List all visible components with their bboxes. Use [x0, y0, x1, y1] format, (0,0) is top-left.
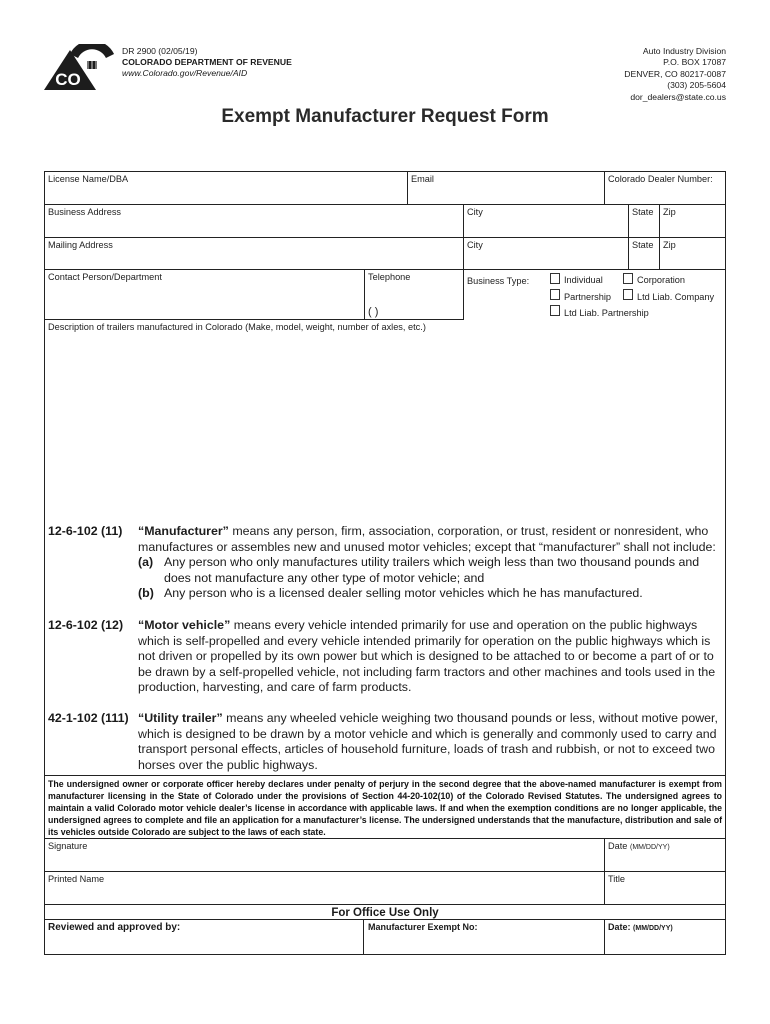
definition-text: means any person, firm, association, corporation, or trust, resident or nonresident, who manufactures or assembles new and unused motor vehicles; except that “manufacturer” shall not include:: [138, 524, 716, 554]
office-date-format: (MM/DD/YY): [633, 925, 673, 932]
office-date-field[interactable]: [608, 922, 673, 932]
divider: [604, 171, 605, 204]
divider: [44, 269, 726, 270]
item-label: (b): [138, 586, 154, 600]
header-right: [624, 46, 726, 103]
declaration-text: The undersigned owner or corporate officer hereby declares under penalty of perjury in the second degree that the above-named manufacturer is exempt from manufacturer licensing in the State of Colorado under the provisions of Section 44-20-102(10) of the Colorado Revised Statutes. The undersigned agrees to maintain a valid Colorado motor vehicle dealer’s license in accordance with applicable laws. If and when the exemption conditions are no longer applicable, the undersigned agrees to complete and file an application for a manufacturer’s license. The undersigned understands that the manufacture, distribution and sale of its vehicles outside Colorado are subject to the laws of each state.: [48, 779, 722, 837]
contact-person-field[interactable]: Contact Person/Department: [48, 272, 162, 282]
divider: [604, 919, 605, 955]
divider: [44, 871, 726, 872]
business-state-field[interactable]: State: [632, 207, 654, 217]
logo-arc-text: CDOR: [83, 53, 101, 59]
telephone-area-code: ( ): [368, 306, 379, 318]
reviewed-by-field[interactable]: Reviewed and approved by:: [48, 922, 181, 933]
form-number: DR 2900 (02/05/19): [122, 46, 198, 56]
item-text: Any person who only manufactures utility trailers which weigh less than two thousand pounds and does not manufacture any other type of motor vehicle; and: [164, 555, 700, 585]
partnership-checkbox[interactable]: [550, 289, 560, 300]
division-name: Auto Industry Division: [642, 46, 726, 56]
divider: [364, 269, 365, 320]
defined-term: “Manufacturer”: [138, 524, 229, 538]
item-text: Any person who is a licensed dealer selling motor vehicles which he has manufactured.: [164, 586, 643, 600]
partnership-label: Partnership: [564, 292, 611, 302]
divider: [44, 204, 726, 205]
divider: [659, 204, 660, 269]
section-number: 42-1-102 (111): [48, 711, 129, 725]
llc-checkbox[interactable]: [623, 289, 633, 300]
divider: [44, 775, 726, 776]
item-label: (a): [138, 555, 154, 569]
page-title: Exempt Manufacturer Request Form: [221, 106, 549, 127]
website-link[interactable]: www.Colorado.gov/Revenue/AID: [122, 68, 248, 79]
date-label: Date: [608, 841, 628, 851]
exempt-number-field[interactable]: Manufacturer Exempt No:: [368, 922, 478, 932]
printed-name-field[interactable]: Printed Name: [48, 874, 105, 884]
business-type-label: Business Type:: [467, 276, 530, 286]
section-number: 12-6-102 (12): [48, 618, 124, 632]
po-box: P.O. BOX 17087: [663, 57, 726, 68]
mailing-city-field[interactable]: City: [467, 240, 483, 250]
description-field[interactable]: Description of trailers manufactured in Colorado (Make, model, weight, number of axles, etc.): [48, 322, 426, 332]
logo-text: CO: [55, 70, 81, 89]
corporation-label: Corporation: [637, 275, 686, 285]
telephone-field[interactable]: Telephone: [368, 272, 411, 282]
dealer-number-field[interactable]: Colorado Dealer Number:: [608, 174, 713, 184]
motor-vehicle-definition: [138, 618, 722, 696]
divider: [407, 171, 408, 204]
divider: [44, 319, 463, 320]
email-address[interactable]: dor_dealers@state.co.us: [630, 91, 726, 102]
manufacturer-definition: [138, 524, 722, 555]
definition-text: means every vehicle intended primarily for use and operation on the public highways which is self-propelled and every vehicle intended primarily for operation on the public highways which is not driven or propelled by its own power but which is designed to be attached to or become a part of or to be drawn by a self-propelled vehicle, not including farm tractors and other machines and tools used in the production, harvesting, and care of farm products.: [138, 618, 716, 695]
mailing-zip-field[interactable]: Zip: [663, 240, 676, 250]
individual-label: Individual: [564, 275, 603, 285]
corporation-checkbox[interactable]: [623, 273, 633, 284]
business-zip-field[interactable]: Zip: [663, 207, 676, 217]
colorado-dor-logo: [44, 44, 120, 92]
phone-number: (303) 205-5604: [667, 80, 726, 91]
date-format: (MM/DD/YY): [629, 844, 670, 851]
department-name: COLORADO DEPARTMENT OF REVENUE: [122, 57, 292, 68]
office-date-label: Date:: [608, 922, 631, 932]
header-left: [122, 46, 292, 80]
license-name-field[interactable]: License Name/DBA: [48, 174, 129, 184]
title-field[interactable]: Title: [608, 874, 626, 884]
llp-checkbox[interactable]: [550, 305, 560, 316]
signature-field[interactable]: Signature: [48, 841, 88, 851]
divider: [604, 838, 605, 904]
divider: [44, 919, 726, 920]
mailing-address-field[interactable]: Mailing Address: [48, 240, 113, 250]
office-use-heading: For Office Use Only: [331, 907, 439, 919]
divider: [463, 204, 464, 320]
signature-date-field[interactable]: [608, 841, 670, 851]
mailing-state-field[interactable]: State: [632, 240, 654, 250]
defined-term: “Motor vehicle”: [138, 618, 231, 632]
defined-term: “Utility trailer”: [138, 711, 223, 725]
llp-label: Ltd Liab. Partnership: [564, 308, 649, 318]
definition-text: means any wheeled vehicle weighing two thousand pounds or less, without motive power, which is designed to be drawn by a motor vehicle and which is generally and commonly used to carry and transport personal effects, articles of household furniture, loads of trash and rubbish, or not to exceed two horses over the public highways.: [138, 711, 718, 772]
divider: [363, 919, 364, 955]
divider: [44, 904, 726, 905]
city-zip: DENVER, CO 80217-0087: [624, 68, 726, 79]
llc-label: Ltd Liab. Company: [637, 292, 715, 302]
divider: [628, 204, 629, 269]
business-city-field[interactable]: City: [467, 207, 483, 217]
individual-checkbox[interactable]: [550, 273, 560, 284]
divider: [44, 237, 726, 238]
business-address-field[interactable]: Business Address: [48, 207, 122, 217]
section-number: 12-6-102 (11): [48, 524, 123, 538]
email-field[interactable]: Email: [411, 174, 434, 184]
utility-trailer-definition: [138, 711, 722, 773]
